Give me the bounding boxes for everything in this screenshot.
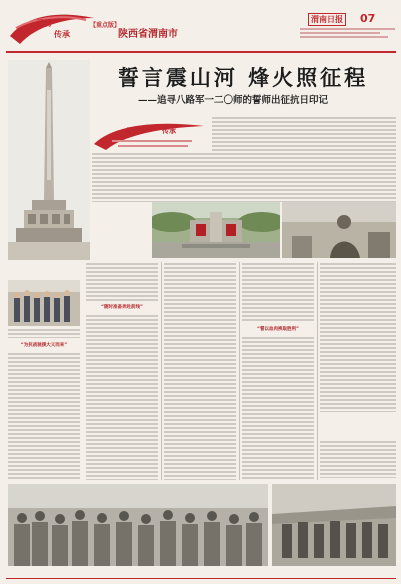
- column-rule: [317, 262, 318, 480]
- subhead-2: “随时准备奔赴前线”: [86, 304, 158, 310]
- visitors-photo: [8, 280, 80, 326]
- column-rule: [161, 262, 162, 480]
- column-4-text-a: [242, 262, 314, 322]
- svg-text:传承: 传承: [54, 29, 70, 39]
- intro-text-lower: [92, 152, 396, 202]
- memorial-square-photo: [152, 202, 280, 258]
- article-title: 誓言震山河 烽火照征程: [117, 65, 369, 90]
- paper-name: 渭南日报: [308, 13, 346, 26]
- photo-caption-lines: [8, 328, 80, 338]
- troops-historical-photo: [8, 484, 268, 566]
- series-label: 【重点版】: [90, 22, 121, 29]
- svg-text:传承: 传承: [162, 126, 176, 135]
- monument-photo: [8, 60, 90, 260]
- series-emblem: [92, 116, 210, 152]
- svg-text:寻访: 寻访: [126, 126, 140, 135]
- column-rule: [239, 262, 240, 480]
- region-name: 陕西省渭南市: [118, 29, 178, 40]
- subhead-3: “誓以血肉换取胜利”: [242, 326, 314, 332]
- column-5-text: [320, 262, 396, 412]
- header-rule: [6, 51, 396, 53]
- brand-logo: [6, 6, 98, 48]
- veteran-portrait-photo: [282, 202, 396, 258]
- column-2-text-b: [86, 314, 158, 480]
- header-meta: [300, 28, 395, 40]
- column-1-text: [8, 352, 80, 480]
- footer-rule: [6, 578, 396, 579]
- column-5-emphasis: [320, 440, 396, 478]
- column-4-text-b: [242, 336, 314, 480]
- intro-text: [212, 116, 396, 152]
- subhead-1: “为抗战驰援大义而来”: [8, 342, 80, 348]
- column-3-text: [164, 262, 236, 480]
- page-header: [0, 0, 401, 52]
- article-subtitle: ——追寻八路军一二〇师的誓师出征抗日印记: [138, 95, 329, 106]
- svg-text:寻访: 寻访: [36, 18, 52, 28]
- column-2-text-a: [86, 262, 158, 302]
- page-number: 07: [360, 12, 376, 25]
- marching-troops-photo: [272, 484, 396, 566]
